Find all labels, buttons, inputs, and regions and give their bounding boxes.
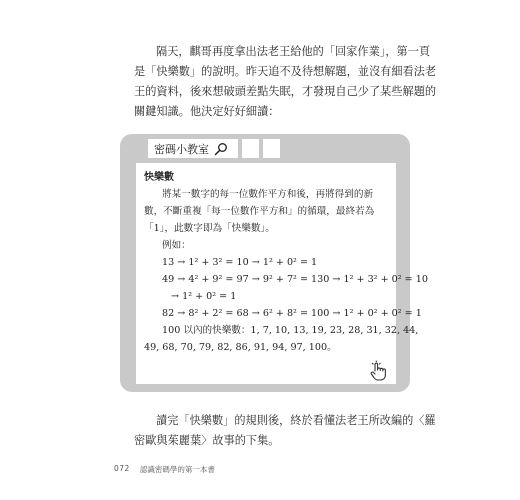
example-line: 49 → 4² + 9² = 97 → 9² + 7² = 130 → 1² + 3² + 0² = 10	[162, 274, 428, 285]
definition-line: 將某一數字的每一位數作平方和後，再將得到的新	[162, 189, 374, 200]
intro-line: 是「快樂數」的說明。昨天追不及待想解題，並沒有細看法老	[134, 65, 437, 78]
intro-line: 王的資料，後來想破頭差點失眠，才發現自己少了某些解題的	[134, 85, 437, 98]
panel-body	[136, 163, 428, 384]
definition-line: 「1」，此數字即為「快樂數」。	[144, 223, 275, 234]
search-icon	[214, 142, 228, 156]
outro-line: 讀完「快樂數」的規則後，終於看懂法老王所改編的〈羅	[156, 414, 436, 427]
definition-line: 數，不斷重複「每一位數作平方和」的循環，最終若為	[144, 206, 375, 217]
panel-title-tab	[148, 139, 238, 158]
book-title: 認識密碼學的第一本書	[139, 465, 215, 474]
outro-line: 密歐與茱麗葉〉故事的下集。	[134, 434, 280, 447]
panel-content	[144, 169, 428, 356]
intro-line: 隔天，麒哥再度拿出法老王給他的「回家作業」，第一頁	[156, 45, 431, 58]
example-line: 82 → 8² + 2² = 68 → 6² + 8² = 100 → 1² + 0² + 0² = 1	[162, 308, 422, 319]
panel-blank-tab	[242, 139, 259, 158]
panel-heading: 快樂數	[144, 172, 174, 183]
intro-line: 關鍵知識。他決定好好細讀：	[134, 105, 280, 118]
panel-title: 密碼小教室	[154, 142, 209, 156]
page-footer	[114, 464, 215, 475]
intro-paragraph	[134, 42, 437, 122]
example-label: 例如：	[162, 240, 191, 251]
example-line: → 1² + 0² = 1	[171, 291, 237, 302]
pointing-hand-icon	[368, 360, 390, 382]
happy-numbers-line: 100 以內的快樂數：1, 7, 10, 13, 19, 23, 28, 31, 32, 44,	[162, 325, 419, 336]
happy-numbers-line: 49, 68, 70, 79, 82, 86, 91, 94, 97, 100。	[144, 342, 337, 353]
outro-paragraph	[134, 411, 436, 451]
page-number: 072	[114, 464, 130, 473]
panel-blank-tab	[263, 139, 280, 158]
classroom-panel	[120, 134, 428, 392]
example-line: 13 → 1² + 3² = 10 → 1² + 0² = 1	[162, 257, 318, 268]
